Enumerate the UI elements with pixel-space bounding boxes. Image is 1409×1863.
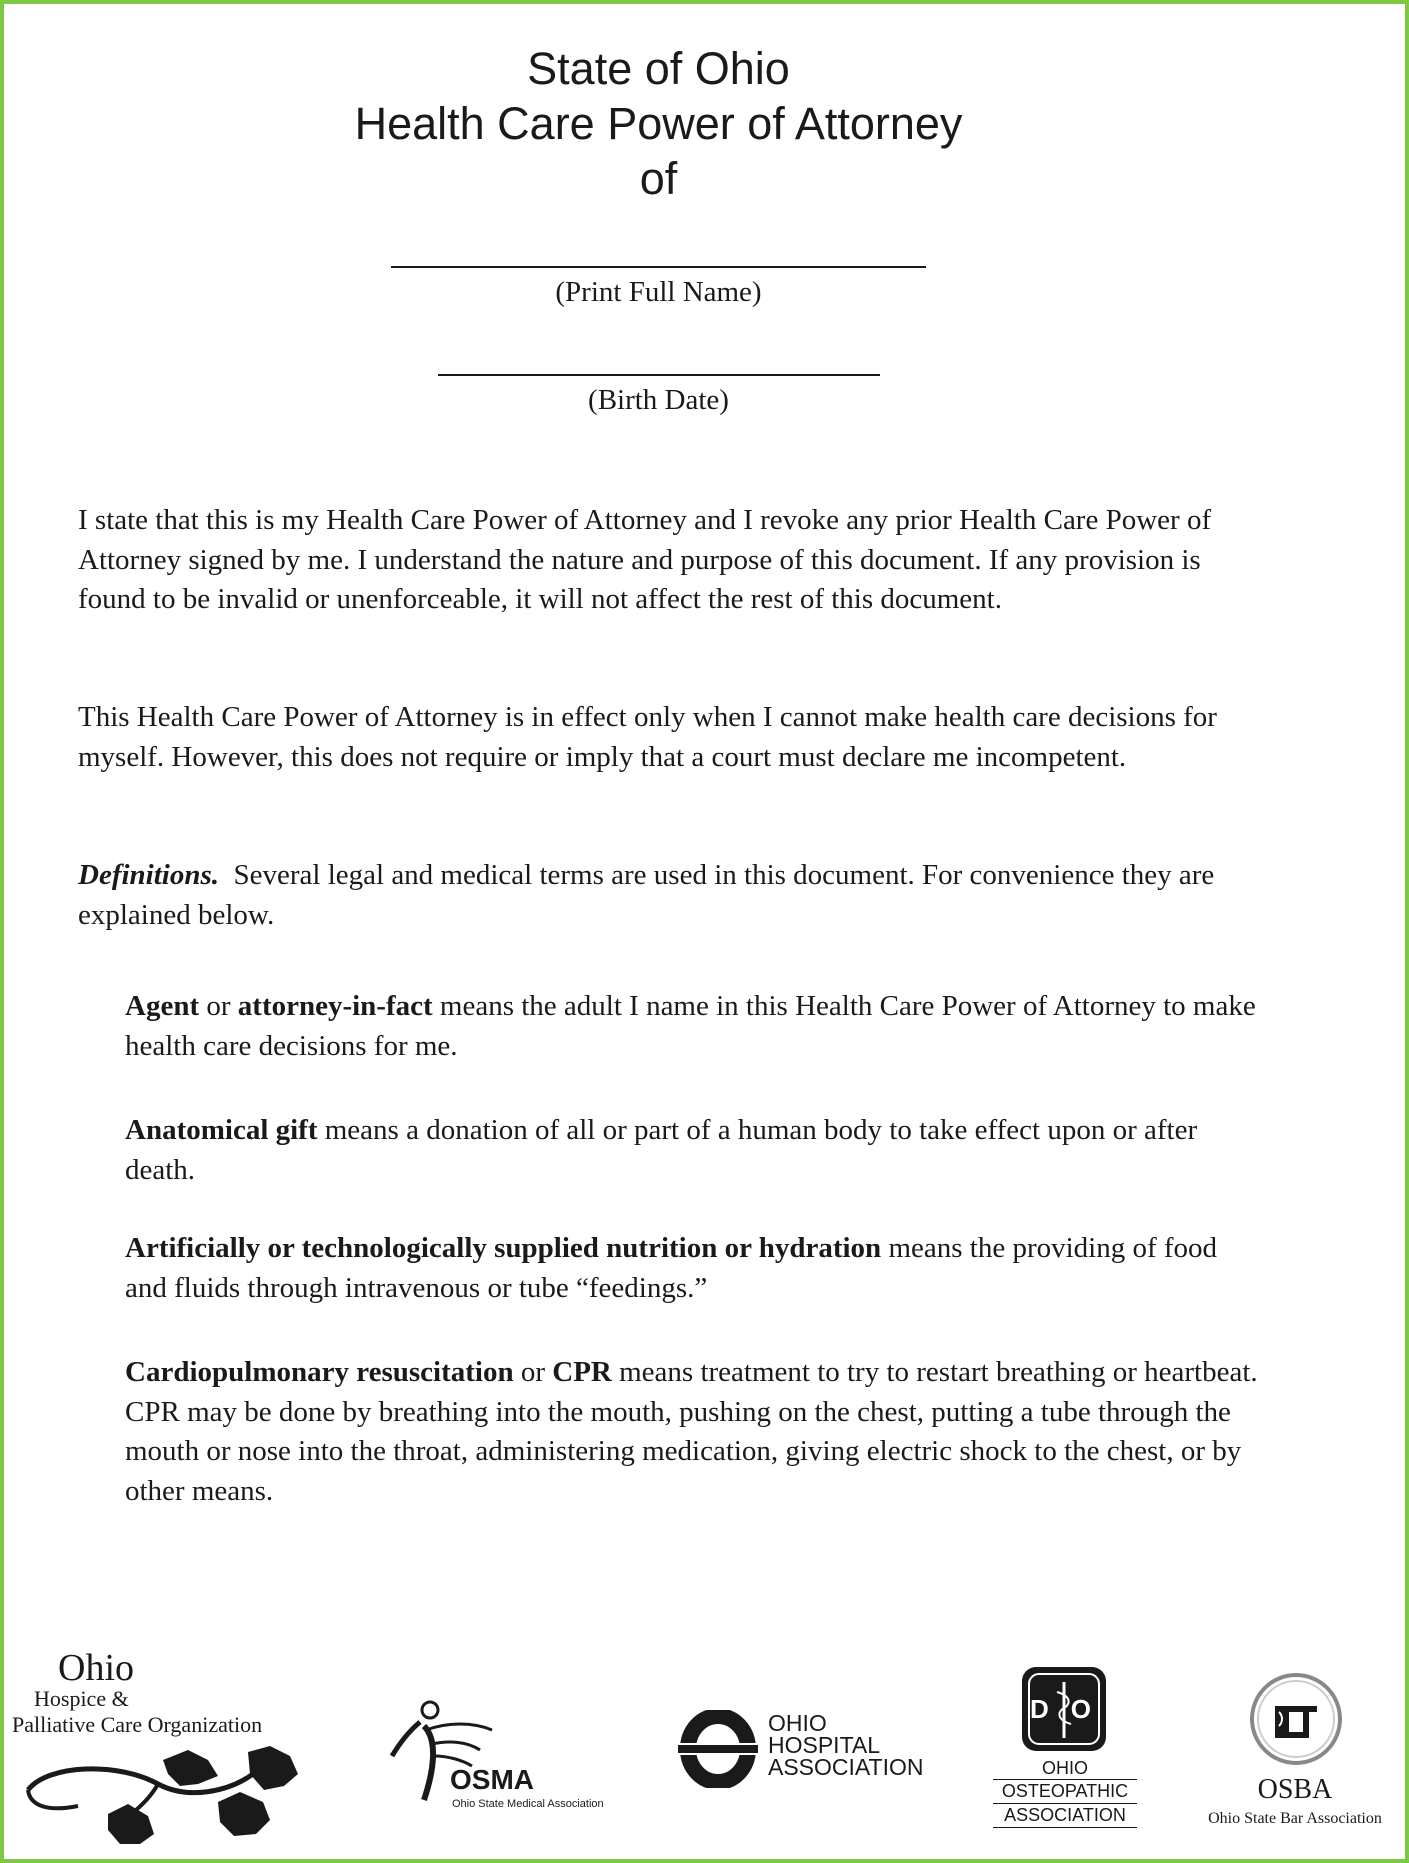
oha-line-3: ASSOCIATION [768, 1754, 924, 1780]
definition-joiner: or [513, 1356, 553, 1388]
revocation-paragraph: I state that this is my Health Care Power of Attorney and I revoke any prior Health Care Power of Attorney signed by me. I understand the nature and purpose of this document. If any provision is found to be invalid or unenforceable, it will not affect the rest of this document. [78, 504, 1212, 615]
ohpco-logo [8, 1646, 308, 1846]
ooa-line-2: OSTEOPATHIC [1001, 1781, 1129, 1801]
definitions-paragraph [78, 856, 1258, 935]
definitions-intro: Several legal and medical terms are used in this document. For convenience they are explained below. [78, 859, 1215, 931]
definition-term: Cardiopulmonary resuscitation [125, 1356, 514, 1388]
effectiveness-paragraph: This Health Care Power of Attorney is in effect only when I cannot make health care decisions for myself. However, this does not require or imply that a court must declare me incompetent. [78, 701, 1217, 773]
title-line-2: Health Care Power of Attorney [354, 98, 963, 149]
definition-agent [125, 987, 1265, 1066]
ohpco-line-1: Ohio [58, 1647, 134, 1689]
ooa-badge-letters: DO [1030, 1694, 1113, 1724]
ohpco-line-2: Hospice & [34, 1686, 129, 1711]
definition-text: means a donation of all or part of a human body to take effect upon or after death. [125, 1114, 1198, 1186]
definition-term: Anatomical gift [125, 1114, 318, 1146]
ooa-divider-bottom [993, 1827, 1137, 1828]
definition-term-alt: attorney-in-fact [237, 990, 433, 1022]
osba-seal-icon [1249, 1672, 1343, 1766]
oha-logo [678, 1710, 928, 1790]
ooa-logo [985, 1664, 1145, 1834]
oha-line-1: OHIO [768, 1710, 827, 1736]
osba-logo [1195, 1670, 1395, 1840]
ohpco-line-3: Palliative Care Organization [12, 1712, 263, 1737]
birth-date-caption: (Birth Date) [588, 384, 729, 416]
definition-text: means treatment to try to restart breathing or heartbeat. CPR may be done by breathing into the mouth, pushing on the chest, putting a tube through the mouth or nose into the throat, administering medication, giving electric shock to the chest, or by other means. [125, 1356, 1258, 1507]
definition-cpr [125, 1353, 1265, 1511]
definition-text: means the providing of food and fluids through intravenous or tube “feedings.” [125, 1232, 1218, 1304]
osma-name: OSMA [450, 1764, 534, 1795]
definition-term: Agent [125, 990, 200, 1022]
definitions-heading: Definitions. [78, 859, 219, 891]
print-name-caption: (Print Full Name) [555, 276, 762, 308]
title-line-1: State of Ohio [527, 43, 790, 94]
definition-anatomical-gift [125, 1111, 1265, 1190]
ooa-divider-top [993, 1779, 1137, 1780]
osba-full-name: Ohio State Bar Association [1208, 1810, 1382, 1827]
vine-leaves-icon [8, 1742, 308, 1846]
print-name-line[interactable] [391, 266, 926, 268]
osba-name: OSBA [1257, 1774, 1333, 1805]
osma-full-name: Ohio State Medical Association [452, 1798, 604, 1810]
birth-date-line[interactable] [438, 374, 880, 376]
definition-term: Artificially or technologically supplied nutrition or hydration [125, 1232, 882, 1264]
ooa-line-1: OHIO [1041, 1758, 1088, 1778]
oha-line-2: HOSPITAL [768, 1732, 881, 1758]
definition-text: means the adult I name in this Health Care Power of Attorney to make health care decisions for me. [125, 990, 1256, 1062]
definition-nutrition-hydration [125, 1229, 1265, 1308]
osma-logo [388, 1700, 628, 1820]
definition-term-alt: CPR [552, 1356, 612, 1388]
definition-joiner: or [199, 990, 238, 1022]
title-line-3: of [639, 153, 678, 204]
ooa-divider-middle [993, 1803, 1137, 1804]
ooa-line-3: ASSOCIATION [1004, 1805, 1126, 1825]
oha-ring-icon [678, 1710, 758, 1788]
